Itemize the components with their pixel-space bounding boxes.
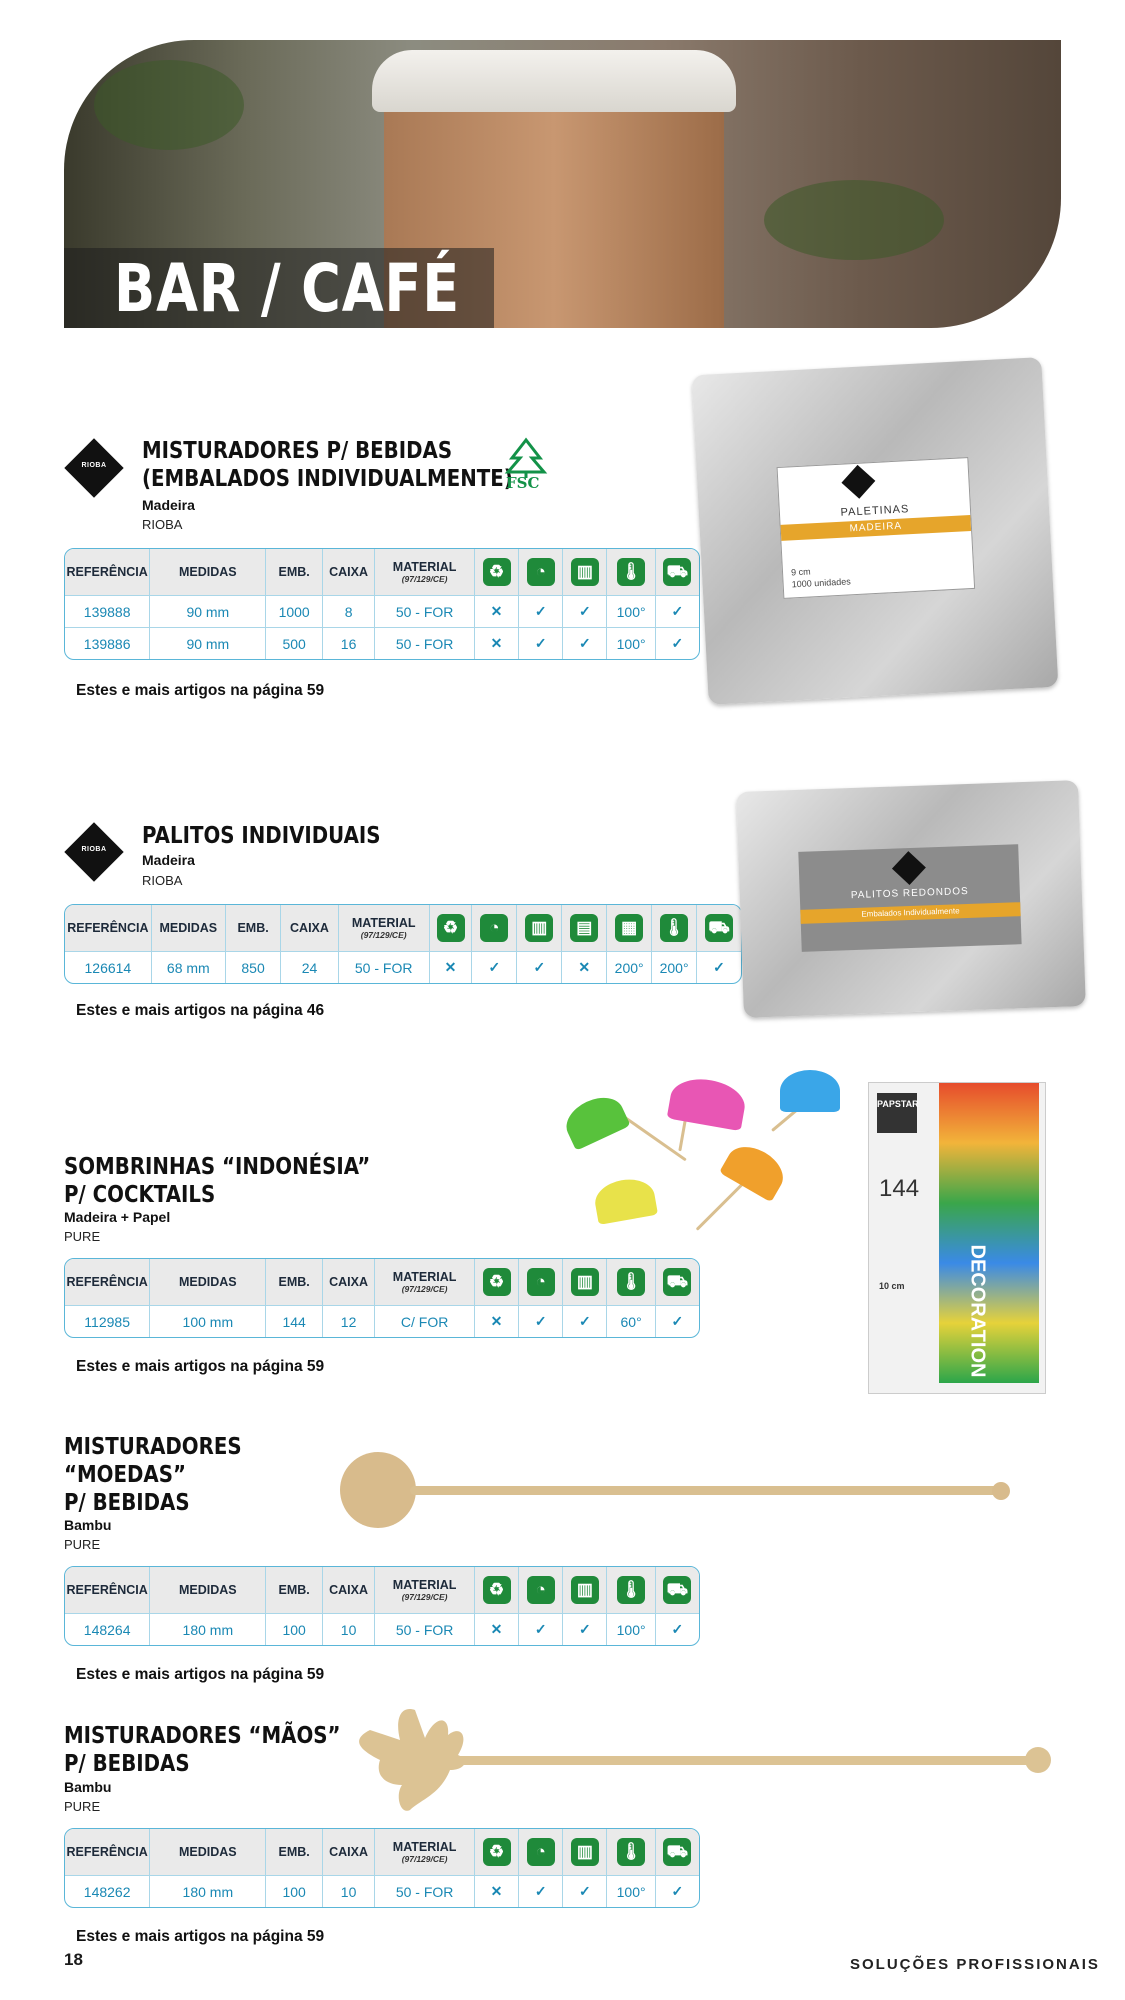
section-footer: SOLUÇÕES PROFISSIONAIS: [850, 1956, 1100, 1973]
more-items-note: Estes e mais artigos na página 59: [76, 682, 325, 699]
toothpick-pack-image: PALITOS REDONDOS Embalados Individualmente: [736, 780, 1086, 1018]
spec-table: [64, 548, 700, 660]
product-title: MISTURADORES P/ BEBIDAS (EMBALADOS INDIVIDUALMENTE): [142, 438, 513, 492]
hand-stirrer-image: [340, 1700, 1060, 1820]
more-items-note: Estes e mais artigos na página 59: [76, 1666, 325, 1683]
background-plant: [94, 60, 244, 150]
delivery-truck-icon: ⛟: [663, 558, 691, 586]
rioba-logo: RIOBA: [64, 438, 124, 498]
product-brand: PURE: [64, 1537, 101, 1552]
bin-icon: ▥: [525, 914, 553, 942]
microwave-icon: ▤: [570, 914, 598, 942]
more-items-note: Estes e mais artigos na página 59: [76, 1928, 325, 1945]
compost-icon: ◔: [527, 558, 555, 586]
table-row: 112985 100 mm 144 12 C/ FOR ✕ ✓ ✓ 60° ✓: [65, 1306, 699, 1337]
spec-table: REFERÊNCIA MEDIDAS EMB. CAIXA MATERIAL (97/129/CE) ♻ ◔ ▥ ▤ ▦ 🌡 ⛟ 126614 68 mm 850 24 50 - FOR ✕ ✓ ✓ ✕ 200° 200° ✓: [64, 904, 742, 984]
recycle-icon: ♻: [483, 1576, 511, 1604]
spec-table: REFERÊNCIA MEDIDAS EMB. CAIXA MATERIAL (97/129/CE) ♻ ◔ ▥ 🌡 ⛟ 112985 100 mm 144 12 C/ FOR ✕ ✓ ✓ 60° ✓: [64, 1258, 700, 1338]
rioba-logo: RIOBA: [64, 822, 124, 882]
oven-icon: ▦: [615, 914, 643, 942]
product-title: PALITOS INDIVIDUAIS: [142, 823, 381, 849]
bin-icon: ▥: [571, 558, 599, 586]
product-title: MISTURADORES “MOEDAS” P/ BEBIDAS: [64, 1434, 242, 1516]
table-row: 126614 68 mm 850 24 50 - FOR ✕ ✓ ✓ ✕ 200° 200° ✓: [65, 952, 741, 983]
delivery-truck-icon: ⛟: [705, 914, 733, 942]
thermometer-icon: 🌡: [617, 558, 645, 586]
thermometer-icon: 🌡: [617, 1576, 645, 1604]
recycle-icon: ♻: [483, 1838, 511, 1866]
table-row: 139888 90 mm 1000 8 50 - FOR ✕ ✓ ✓ 100° ✓: [65, 596, 699, 628]
thermometer-icon: 🌡: [617, 1268, 645, 1296]
product-brand: PURE: [64, 1799, 101, 1814]
coffee-cup-lid: [372, 50, 736, 112]
product-material: Madeira: [142, 497, 195, 513]
coin-stirrer-image: [340, 1452, 1020, 1532]
umbrella-box-image: PAPSTAR 144 DECORATION 10 cm: [868, 1082, 1046, 1394]
page-number: 18: [64, 1950, 83, 1969]
recycle-icon: ♻: [483, 1268, 511, 1296]
thermometer-icon: 🌡: [660, 914, 688, 942]
compost-icon: ◔: [527, 1268, 555, 1296]
bin-icon: ▥: [571, 1268, 599, 1296]
product-material: Madeira + Papel: [64, 1209, 171, 1225]
product-material: Bambu: [64, 1517, 112, 1533]
bin-icon: ▥: [571, 1576, 599, 1604]
compost-icon: ◔: [480, 914, 508, 942]
col-emb: EMB.: [266, 549, 323, 596]
compost-icon: ◔: [527, 1838, 555, 1866]
product-brand: RIOBA: [142, 873, 183, 888]
col-material: MATERIAL (97/129/CE): [375, 549, 475, 596]
more-items-note: Estes e mais artigos na página 59: [76, 1358, 325, 1375]
table-row: 139886 90 mm 500 16 50 - FOR ✕ ✓ ✓ 100° ✓: [65, 628, 699, 659]
cocktail-umbrellas-image: [555, 1070, 855, 1260]
delivery-truck-icon: ⛟: [663, 1838, 691, 1866]
hero-banner: [64, 40, 1061, 328]
product-title: SOMBRINHAS “INDONÉSIA” P/ COCKTAILS: [64, 1154, 371, 1208]
fsc-logo: FSC: [498, 436, 554, 492]
product-brand: PURE: [64, 1229, 101, 1244]
compost-icon: ◔: [527, 1576, 555, 1604]
product-brand: RIOBA: [142, 517, 183, 532]
thermometer-icon: 🌡: [617, 1838, 645, 1866]
bin-icon: ▥: [571, 1838, 599, 1866]
table-row: 148262 180 mm 100 10 50 - FOR ✕ ✓ ✓ 100° ✓: [65, 1876, 699, 1907]
product-material: Madeira: [142, 852, 195, 868]
product-material: Bambu: [64, 1779, 112, 1795]
spec-table: REFERÊNCIA MEDIDAS EMB. CAIXA MATERIAL (97/129/CE) ♻ ◔ ▥ 🌡 ⛟ 148262 180 mm 100 10 50 - FOR ✕ ✓ ✓ 100° ✓: [64, 1828, 700, 1908]
delivery-truck-icon: ⛟: [663, 1268, 691, 1296]
bag-label: PALETINAS MADEIRA 9 cm 1000 unidades: [777, 457, 976, 599]
background-plant: [764, 180, 944, 260]
col-caixa: CAIXA: [323, 549, 375, 596]
col-medidas: MEDIDAS: [150, 549, 266, 596]
table-row: 148264 180 mm 100 10 50 - FOR ✕ ✓ ✓ 100° ✓: [65, 1614, 699, 1645]
product-title: MISTURADORES “MÃOS” P/ BEBIDAS: [64, 1723, 341, 1777]
page-title: BAR / CAFÉ: [114, 250, 461, 327]
stirrer-bag-image: [692, 357, 1059, 705]
spec-table: REFERÊNCIA MEDIDAS EMB. CAIXA MATERIAL (97/129/CE) ♻ ◔ ▥ 🌡 ⛟ 148264 180 mm 100 10 50 - FOR ✕ ✓ ✓ 100° ✓: [64, 1566, 700, 1646]
col-ref: REFERÊNCIA: [65, 549, 150, 596]
recycle-icon: ♻: [483, 558, 511, 586]
recycle-icon: ♻: [437, 914, 465, 942]
delivery-truck-icon: ⛟: [663, 1576, 691, 1604]
more-items-note: Estes e mais artigos na página 46: [76, 1002, 325, 1019]
